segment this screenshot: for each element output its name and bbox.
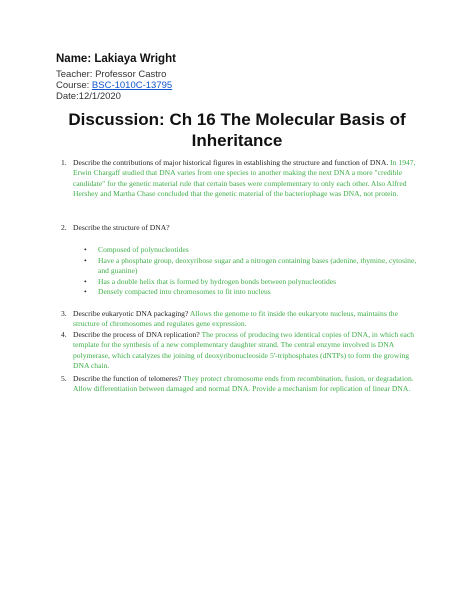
question-number: 5. — [61, 374, 67, 383]
course-code-link[interactable]: BSC-1010C-13795 — [91, 80, 173, 91]
question-answer: They protect chromosome ends from recombination, fusion, or degradation. Allow differentiation between damaged and normal DNA. Provide a mechanism for replication of linear DNA. — [73, 374, 414, 394]
question-number: 2. — [61, 223, 67, 232]
question-number: 4. — [61, 330, 67, 339]
question-number: 3. — [61, 309, 67, 318]
bullet-icon: • — [84, 287, 87, 297]
dna-structure-list — [84, 245, 424, 298]
question-prompt: Describe the contributions of major historical figures in establishing the structure and function of DNA. — [73, 158, 389, 167]
bullet-icon: • — [84, 255, 87, 265]
question-5 — [61, 374, 418, 395]
question-prompt: Describe the process of DNA replication? — [73, 330, 200, 339]
question-prompt: Describe the structure of DNA? — [73, 223, 170, 232]
teacher-line: Teacher: Professor Castro — [56, 69, 167, 80]
question-prompt: Describe the function of telomeres? — [73, 374, 182, 383]
course-label: Course: — [56, 80, 92, 91]
list-item: • Have a phosphate group, deoxyribose sugar and a nitrogen containing bases (adenine, thymine, cytosine, and guanine) — [84, 255, 417, 275]
student-name: Name: Lakiaya Wright — [56, 53, 176, 65]
question-number: 1. — [61, 158, 67, 167]
list-item: • Has a double helix that is formed by hydrogen bonds between polynucleotides — [84, 276, 337, 286]
question-2 — [61, 223, 418, 233]
question-1 — [61, 158, 418, 199]
bullet-icon: • — [84, 276, 87, 286]
question-4 — [61, 330, 418, 371]
bullet-icon: • — [84, 245, 87, 254]
list-item: • Densely compacted into chromosomes to fit into nucleus — [84, 287, 271, 297]
question-answer: Allows the genome to fit inside the eukaryote nucleus, maintains the structure of chromosomes and regulates gene expression. — [73, 309, 398, 329]
page-title: Discussion: Ch 16 The Molecular Basis of Inheritance — [68, 110, 406, 150]
question-3 — [61, 309, 418, 330]
course-line — [56, 80, 172, 91]
date-line: Date:12/1/2020 — [56, 91, 121, 102]
question-answer: In 1947, Erwin Chargaff studied that DNA varies from one species to another making the next DNA a more "credible candidate" for the genetic material rule that certain bases were complementary to only each other. Also Alfred Hershey and Martha Chase concluded that the genetic material of the bacteriophage was DNA, not protein. — [73, 158, 416, 198]
list-item: • Composed of polynucleotides — [84, 245, 189, 254]
question-prompt: Describe eukaryotic DNA packaging? — [73, 309, 189, 318]
question-answer: The process of producing two identical copies of DNA, in which each template for the synthesis of a new complementary daughter strand. The central enzyme involved is DNA polymerase, which catalyzes the joining of deoxyribonucleoside 5'-triphosphates (dNTPs) to form the growing DNA chain. — [73, 330, 415, 370]
